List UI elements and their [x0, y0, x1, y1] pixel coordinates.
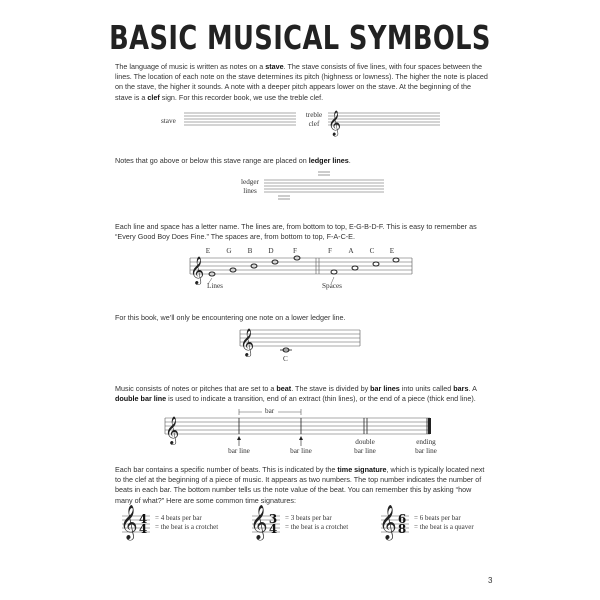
- line-letter: G: [226, 247, 232, 255]
- intro-paragraph: The language of music is written as notes on a stave. The stave consists of five lines, with four spaces between the lines. The location of each note on the stave determines its pitch (highness or lowness). The higher the note is placed on the stave, the higher it sounds. A note with a deeper pitch appears lower on the stave. At the beginning of the stave is a clef sign. For this recorder book, we use the treble clef.: [115, 62, 488, 102]
- page-title: BASIC MUSICAL SYMBOLS: [109, 18, 491, 57]
- space-letter: E: [389, 247, 395, 255]
- bar-label: bar: [265, 407, 275, 415]
- treble-clef-icon: 𝄞: [190, 256, 205, 284]
- space-letter: C: [369, 247, 375, 255]
- arrow-up-icon: [299, 436, 303, 440]
- time-signature-description: = 6 beats per bar = the beat is a quaver: [414, 514, 474, 531]
- double-bar-line-label: double bar line: [354, 438, 376, 455]
- stave-label: stave: [161, 117, 176, 125]
- space-letter: F: [328, 247, 332, 255]
- time-signature-bottom: 4: [268, 522, 278, 536]
- time-signature-description: = 3 beats per bar = the beat is a crotchet: [285, 514, 349, 531]
- time-signature-description: = 4 beats per bar = the beat is a crotchet: [155, 514, 219, 531]
- bar-line-label: bar line: [228, 447, 250, 455]
- time-signature-top: 3: [268, 512, 278, 526]
- time-signature-paragraph: Each bar contains a specific number of beats. This is indicated by the time signature, which is typically located next to the clef at the beginning of a piece of music. It appears as two numbers. The top number indicates the number of beats in each bar. The bottom number tells us the note value of the beat. You can remember this by asking “how many of what?” Here are some common time signatures:: [115, 465, 485, 505]
- treble-clef-icon: 𝄞: [165, 416, 180, 444]
- ledger-lines-label: ledger lines: [241, 178, 259, 195]
- space-letter: A: [348, 247, 354, 255]
- page-number: 3: [488, 576, 493, 585]
- treble-clef-label: treble clef: [305, 111, 323, 128]
- line-letter: E: [205, 247, 211, 255]
- time-signature-bottom: 8: [397, 522, 407, 536]
- c-label: C: [283, 355, 288, 363]
- arrow-up-icon: [237, 436, 241, 440]
- line-letter: D: [268, 247, 274, 255]
- treble-clef-icon: 𝄞: [328, 111, 342, 136]
- line-letter: B: [247, 247, 253, 255]
- treble-clef-icon: 𝄞: [120, 505, 138, 540]
- lines-label: Lines: [207, 282, 223, 290]
- treble-clef-icon: 𝄞: [379, 505, 397, 540]
- ledger-paragraph: Notes that go above or below this stave range are placed on ledger lines.: [115, 156, 351, 165]
- line-letter: F: [293, 247, 297, 255]
- bar-line-label: bar line: [290, 447, 312, 455]
- ledger-note-paragraph: For this book, we’ll only be encountering one note on a lower ledger line.: [115, 313, 346, 322]
- spaces-label: Spaces: [322, 282, 342, 290]
- treble-clef-icon: 𝄞: [240, 328, 255, 356]
- treble-clef-icon: 𝄞: [250, 505, 268, 540]
- time-signature-bottom: 4: [138, 522, 148, 536]
- letter-names-paragraph: Each line and space has a letter name. The lines are, from bottom to top, E-G-B-D-F. This is easy to remember as “Every Good Boy Does Fine.” The spaces are, from bottom to top, F-A-C-E.: [115, 222, 477, 242]
- time-signature-top: 4: [138, 512, 148, 526]
- bars-paragraph: Music consists of notes or pitches that are set to a beat. The stave is divided by bar lines into units called bars. A double bar line is used to indicate a transition, end of an extract (thin lines), or the end of a piece (thick end line).: [115, 384, 477, 404]
- ending-bar-line-label: ending bar line: [415, 438, 437, 455]
- time-signature-top: 6: [397, 512, 407, 526]
